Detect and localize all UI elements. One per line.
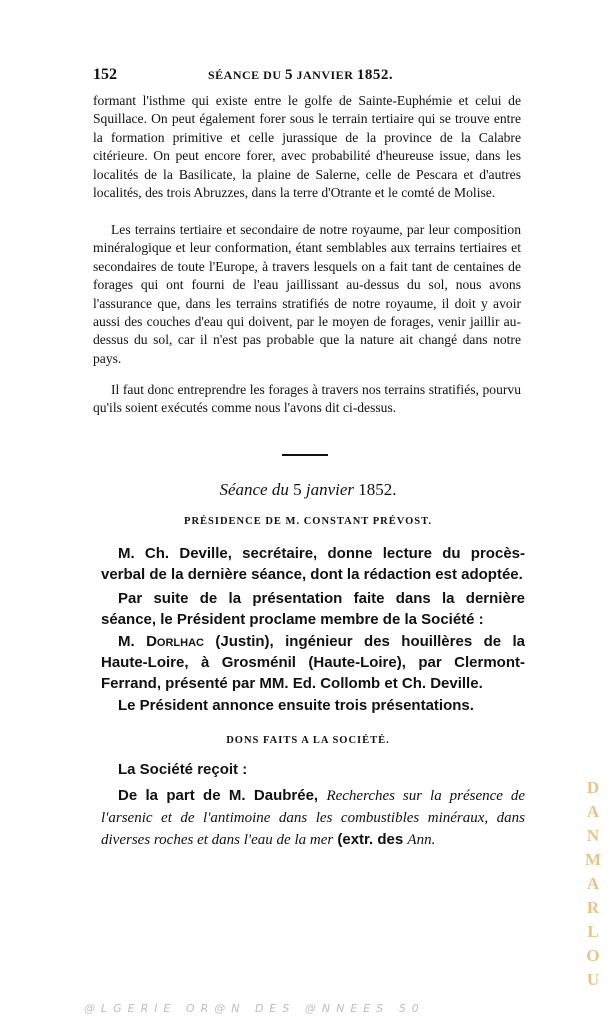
donation-source: De la part de M. Daubrée,	[118, 787, 319, 804]
page-header	[93, 66, 523, 86]
paragraph-2: Les terrains tertiaire et secondaire de notre royaume, par leur composition minéralogique et leur conformation, étant semblables aux terrains tertiaires et secondaires de toute l'Europe, à travers lesquels on a fait tant de centaines de forages qui ont fourni de l'eau jaillissant au-dessus du sol, nous avons l'assurance que, dans les terrains stratifiés de notre royaume, il doit y avoir aussi des couches d'eau qui doivent, par le moyen de forages, venir jaillir au-dessus du sol, car il n'est pas probable que la nature ait changé dans notre pays.	[93, 222, 521, 366]
session-title	[93, 480, 523, 500]
side-watermark-letter: L	[587, 922, 599, 941]
new-member-details: (Justin), ingénieur des houillères de la Haute-Loire, à Grosménil (Haute-Loire), par Clermont-Ferrand, présenté par MM. Ed. Collomb et Ch. Deville.	[101, 633, 525, 692]
running-head-day: 5	[285, 67, 294, 83]
side-watermark-letter: O	[586, 946, 600, 965]
donation-ref: (extr. des	[337, 831, 404, 848]
session-paragraph-1: M. Ch. Deville, secrétaire, donne lecture du procès-verbal de la dernière séance, dont la rédaction est adoptée.	[101, 545, 525, 583]
session-paragraph-4: Le Président annonce ensuite trois présentations.	[118, 697, 474, 714]
running-head-month: JANVIER	[296, 68, 354, 82]
presidence-heading: PRÉSIDENCE DE M. CONSTANT PRÉVOST.	[184, 516, 432, 527]
session-paragraph-5: La Société reçoit :	[118, 761, 248, 778]
side-watermark-letter: R	[586, 898, 600, 917]
section-divider	[282, 454, 328, 456]
donation-ref-ann: Ann.	[407, 832, 436, 848]
running-head-year: 1852.	[356, 67, 394, 83]
donation-title: Recherches sur la présence de l'arsenic et de l'antimoine dans les combustibles minéraux, dans diverses roches et dans l'eau de la mer	[101, 788, 526, 848]
session-paragraph-2: Par suite de la présentation faite dans la dernière séance, le Président proclame membre de la Société :	[101, 590, 525, 628]
side-watermark-letter: D	[586, 778, 600, 797]
session-title-day: 5	[293, 480, 302, 499]
session-title-prefix: Séance du	[219, 480, 289, 499]
side-watermark-letter: U	[586, 970, 600, 989]
side-watermark	[582, 776, 604, 992]
paragraph-1: formant l'isthme qui existe entre le golfe de Sainte-Euphémie et celui de Squillace. On peut également forer sous le terrain tertiaire qui se trouve entre la formation primitive et celle jurassique de la province de la Calabre citérieure. On peut encore forer, avec probabilité d'heureuse issue, dans les localités de la Basilicate, la plaine de Salerne, celle de Pescara et d'autres localités, des trois Abruzzes, dans la terre d'Otrante et le comté de Molise.	[93, 93, 521, 201]
paragraph-3: Il faut donc entreprendre les forages à travers nos terrains stratifiés, pourvu qu'ils soient exécutés comme nous l'avons dit ci-dessus.	[93, 382, 521, 416]
session-paragraph-3	[101, 631, 525, 694]
new-member-name: M. Dorlhac	[118, 633, 204, 650]
dons-heading: DONS FAITS A LA SOCIÉTÉ.	[226, 735, 390, 746]
side-watermark-letter: A	[586, 802, 600, 821]
running-head-prefix: SÉANCE DU	[208, 68, 282, 82]
page-number: 152	[93, 66, 117, 83]
side-watermark-letter: M	[584, 850, 602, 869]
session-title-month: janvier	[305, 480, 355, 499]
session-paragraph-6	[101, 785, 525, 851]
running-head	[208, 67, 393, 84]
bottom-watermark: @LGERIE OR@N DES @NNEES 50	[84, 1002, 425, 1015]
session-title-year: 1852.	[358, 480, 397, 499]
side-watermark-letter: N	[586, 826, 600, 845]
side-watermark-letter: A	[586, 874, 600, 893]
